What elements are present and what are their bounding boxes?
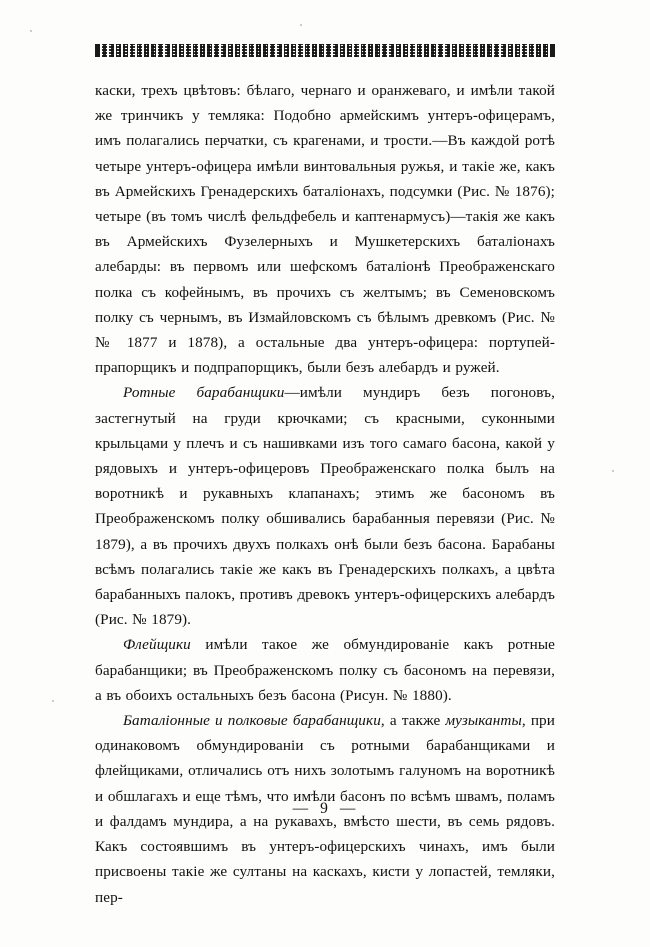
decorative-header-rule-icon: [95, 44, 555, 57]
paragraph-2-lead-italic: Ротные барабанщики: [123, 384, 285, 402]
paragraph-2: [95, 380, 555, 632]
scan-speck: [30, 30, 32, 32]
paragraph-4-mid-italic: музыканты: [445, 712, 522, 730]
page-number: [0, 800, 650, 818]
scan-speck: [300, 24, 302, 26]
paragraph-1: каски, трехъ цвѣтовъ: бѣлаго, чернаго и оранжеваго, и имѣли такой же тринчикъ у темляка: Подобно армейскимъ унтеръ-офицерамъ, имъ полагались перчатки, съ крагенами, и трости.—Въ каждой ротѣ четыре унтеръ-офицера имѣли винтовальныя ружья, и такіе же, какъ въ Армейскихъ Гренадерскихъ баталіонахъ, подсумки (Рис. № 1876); четыре (въ томъ числѣ фельдфебель и каптенармусъ)—такія же какъ въ Армейскихъ Фузелерныхъ и Мушкетерскихъ баталіонахъ алебарды: въ первомъ или шефскомъ баталіонѣ Преображенскаго полка съ кофейнымъ, въ прочихъ съ желтымъ; въ Семеновскомъ полку съ чернымъ, въ Измайловскомъ съ бѣлымъ древкомъ (Рис. №№ 1877 и 1878), а остальные два унтеръ-офицера: портупей-прапорщикъ и подпрапорщикъ, были безъ алебардъ и ружей.: [95, 82, 555, 377]
page-number-dash-right: —: [339, 800, 358, 817]
scan-speck: [52, 700, 54, 702]
paragraph-4-lead-italic: Баталіонные и полковые барабанщики: [123, 712, 381, 730]
paragraph-4-text: , а также: [380, 712, 446, 730]
ornament-right-cap-icon: [550, 44, 555, 57]
paragraph-3: [95, 632, 555, 708]
paragraph-3-lead-italic: Флейщики: [123, 636, 191, 654]
paragraph-3-text: имѣли такое же обмундированіе какъ ротные барабанщики; въ Преображенскомъ полку съ басономъ на перевязи, а въ обоихъ остальныхъ безъ басона (Рисун. № 1880).: [95, 636, 555, 704]
ornament-left-cap-icon: [95, 44, 100, 57]
paragraph-4-text-2: , при одинаковомъ обмундированіи съ ротными барабанщиками и флейщиками, отличались отъ нихъ золотымъ галуномъ на воротникѣ и обшлагахъ и еще тѣмъ, что имѣли басонъ по всѣмъ швамъ, поламъ и фалдамъ мундира, а на рукавахъ, вмѣсто шести, въ семь рядовъ. Какъ состоявшимъ въ унтеръ-офицерскихъ чинахъ, имъ были присвоены такіе же султаны на каскахъ, кисти у лопастей, темляки, пер-: [95, 712, 555, 906]
body-text: [95, 78, 555, 910]
scan-speck: [612, 470, 614, 472]
paragraph-2-text: —имѣли мундиръ безъ погоновъ, застегнутый на груди крючками; съ красными, суконными крыльцами у плечъ и съ нашивками изъ того самаго басона, какой у рядовыхъ и унтеръ-офицеровъ Преображенскаго полка былъ на воротникѣ и рукавныхъ клапанахъ; этимъ же басономъ въ Преображенскомъ полку обшивались барабанныя перевязи (Рис. № 1879), а въ прочихъ двухъ полкахъ онѣ были безъ басона. Барабаны всѣмъ полагались такіе же какъ въ Гренадерскихъ полкахъ, а цвѣта барабанныхъ палокъ, противъ древокъ унтеръ-офицерскихъ алебардъ (Рис. № 1879).: [95, 384, 555, 629]
page-number-value: 9: [320, 800, 330, 817]
page-number-dash-left: —: [292, 800, 311, 817]
